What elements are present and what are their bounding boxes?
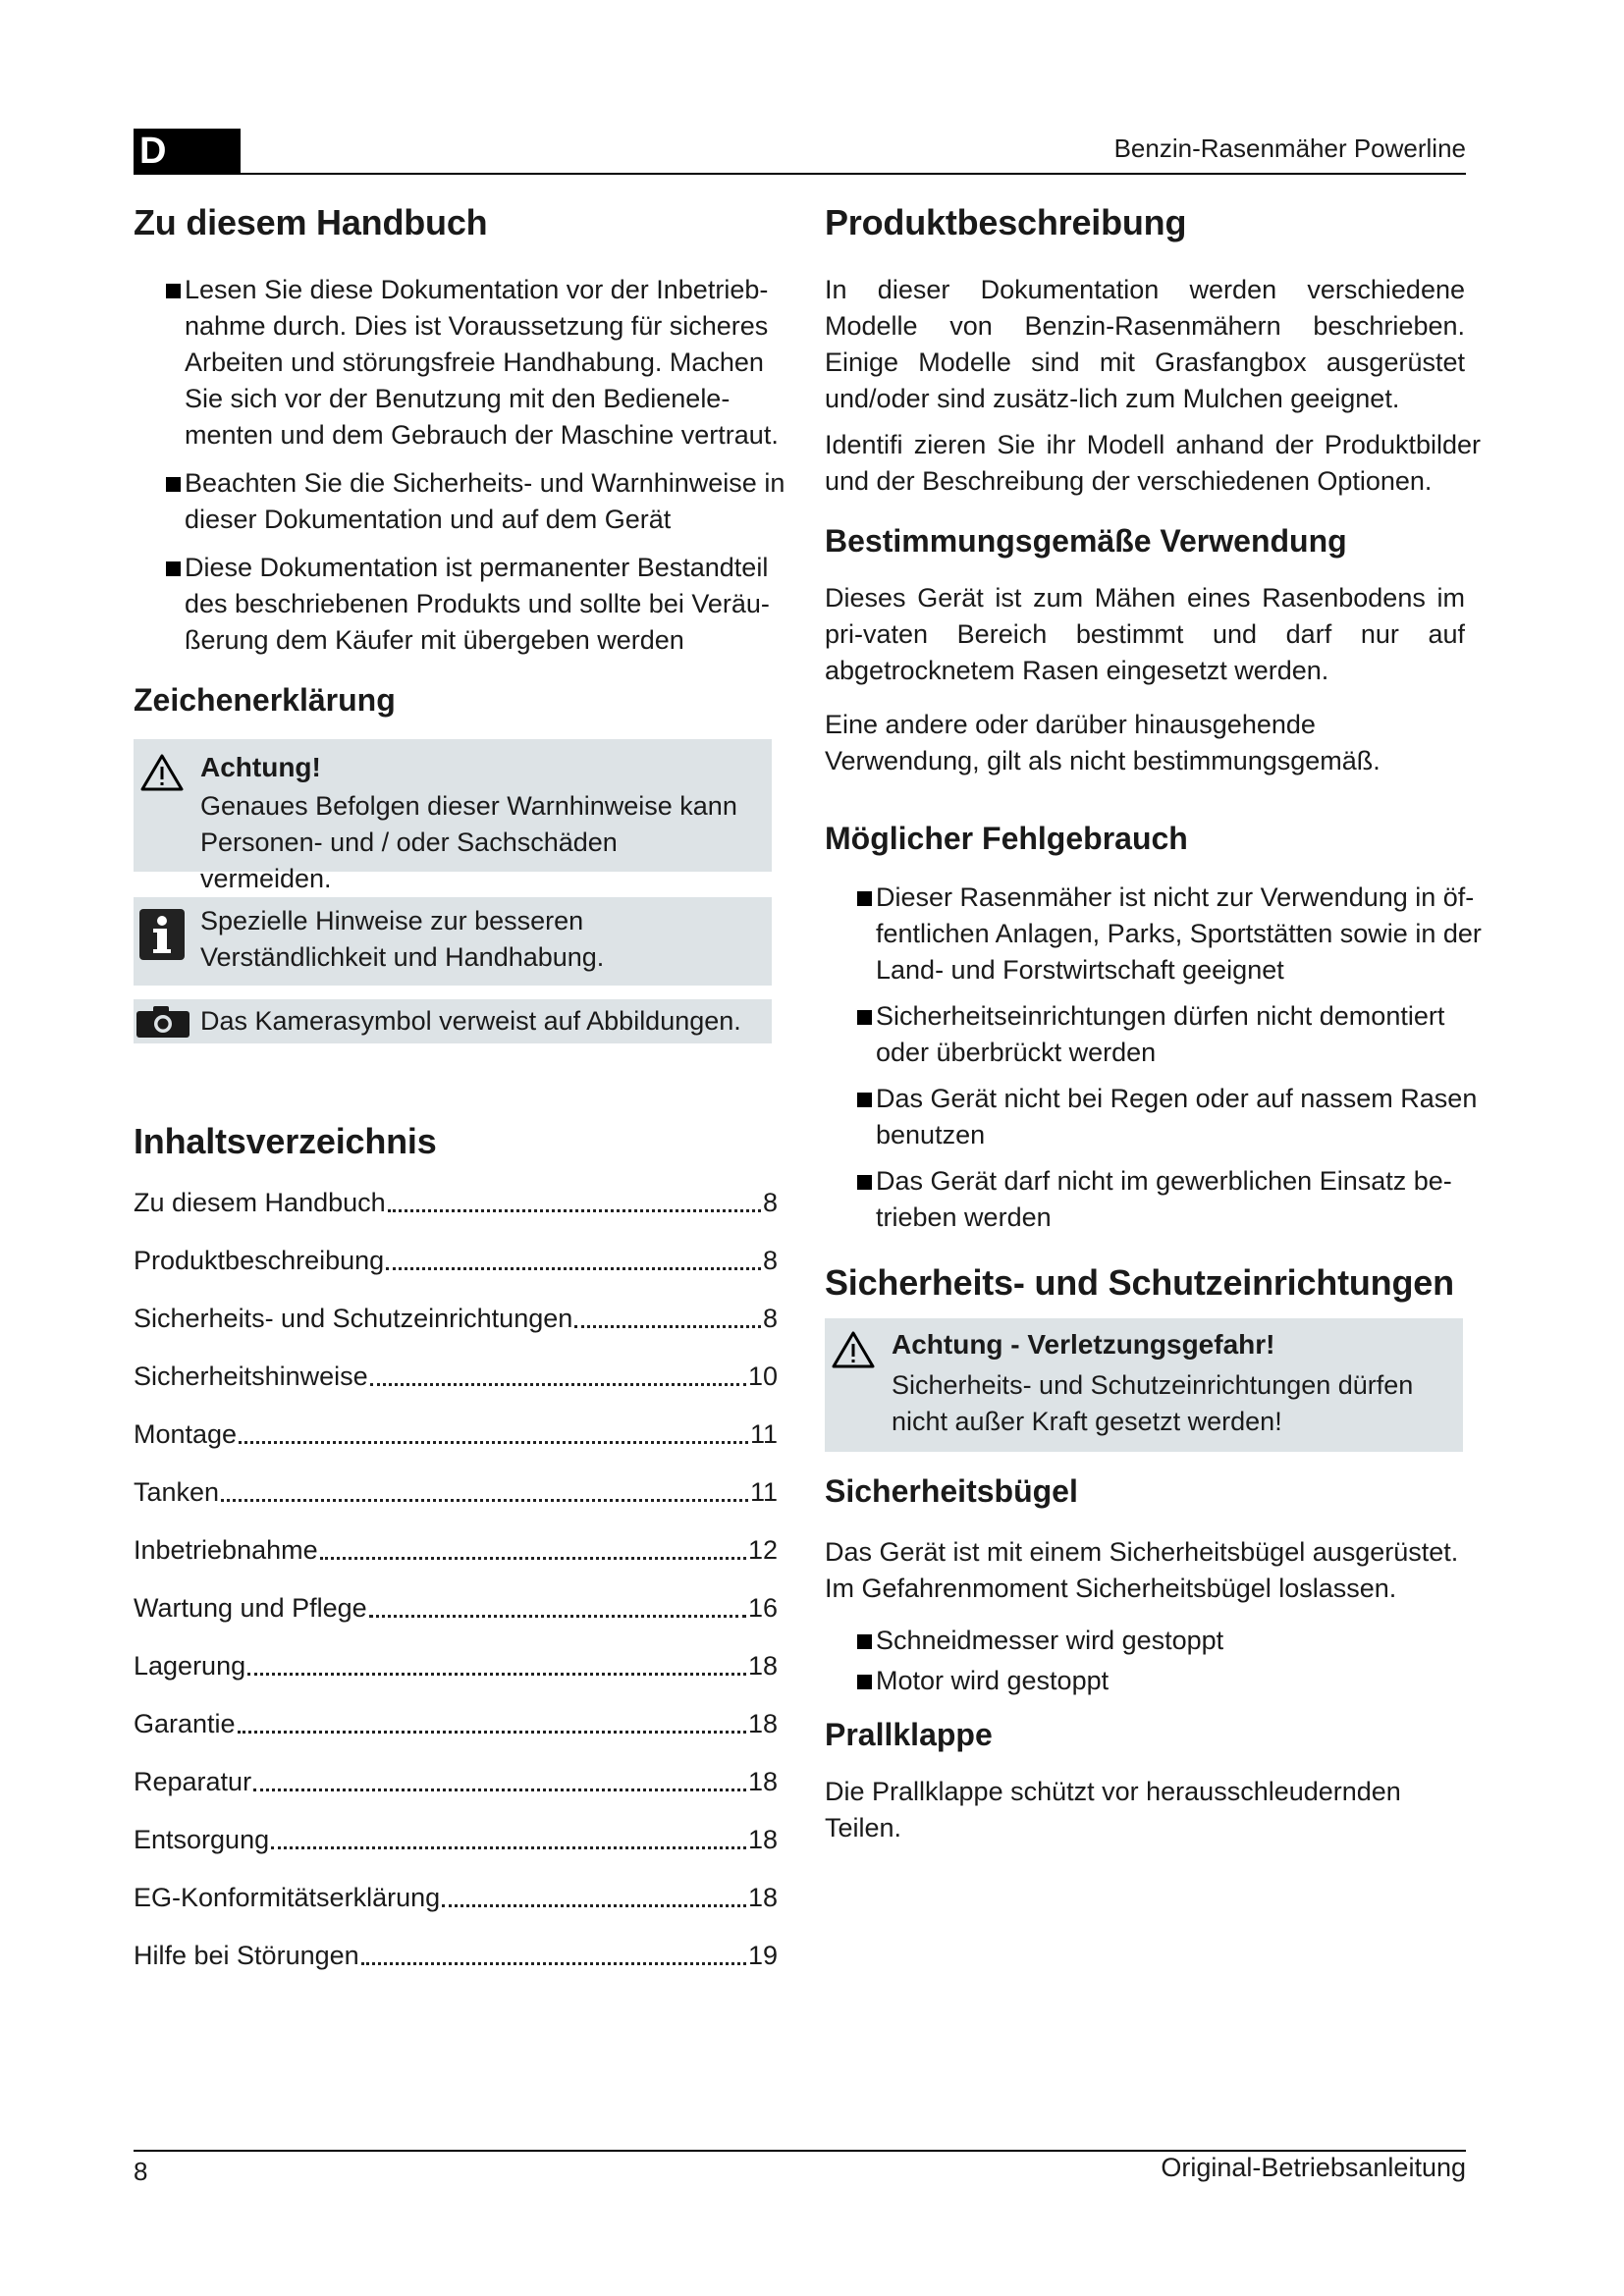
deflector-heading: Prallklappe: [825, 1717, 993, 1752]
safety-devices-heading: Sicherheits- und Schutzeinrichtungen: [825, 1262, 1454, 1303]
warning-title: Achtung!: [200, 752, 321, 782]
toc-entry: [134, 1880, 778, 1915]
toc-entry-label: Hilfe bei Störungen: [134, 1941, 359, 1970]
list-item: Sicherheitseinrichtungen dürfen nicht demontiert oder überbrückt werden: [825, 998, 1485, 1071]
camera-icon: [135, 1005, 190, 1039]
toc-entry-label: Entsorgung: [134, 1825, 270, 1854]
toc-entry-label: EG-Konformitätserklärung: [134, 1883, 441, 1912]
toc-entry-label: Inbetriebnahme: [134, 1535, 318, 1565]
list-item: Das Gerät darf nicht im gewerblichen Einsatz be-trieben werden: [825, 1163, 1485, 1236]
product-heading: Produktbeschreibung: [825, 202, 1187, 242]
info-notice: [134, 897, 772, 986]
toc-entry-page: 18: [747, 1883, 778, 1912]
toc-leader-dots: [574, 1325, 761, 1328]
deflector-para: Die Prallklappe schützt vor herausschleudernden Teilen.: [825, 1777, 1401, 1842]
toc-entry: [134, 1474, 778, 1510]
header-title: Benzin-Rasenmäher Powerline: [1113, 133, 1466, 163]
legend-heading: Zeichenerklärung: [134, 682, 396, 718]
toc-leader-dots: [238, 1731, 746, 1734]
right-column: [825, 196, 1483, 1846]
toc-entry-page: 11: [749, 1477, 778, 1507]
safety-bar-bullet-list: [825, 1623, 1483, 1699]
warning-notice: [134, 739, 772, 893]
toc-entry-page: 10: [747, 1362, 778, 1391]
toc-entry: [134, 1648, 778, 1683]
toc-leader-dots: [386, 1267, 761, 1270]
footer-text: Original-Betriebsanleitung: [1161, 2153, 1466, 2182]
list-item: Dieser Rasenmäher ist nicht zur Verwendung in öf-fentlichen Anlagen, Parks, Sportstätten sowie in der Land- und Forstwirtschaft geeignet: [825, 880, 1485, 988]
square-bullet-icon: [857, 1175, 872, 1190]
product-para-2: Identifi zieren Sie ihr Modell anhand der Produktbilder und der Beschreibung der verschiedenen Optionen.: [825, 430, 1481, 496]
toc-entry-label: Sicherheits- und Schutzeinrichtungen: [134, 1304, 573, 1333]
toc-entry: [134, 1764, 778, 1799]
toc-entry: [134, 1416, 778, 1452]
toc-entry-label: Reparatur: [134, 1767, 252, 1796]
square-bullet-icon: [166, 561, 181, 576]
about-heading: Zu diesem Handbuch: [134, 202, 488, 242]
toc-leader-dots: [253, 1789, 746, 1791]
injury-warning-text: Sicherheits- und Schutzeinrichtungen dürfen nicht außer Kraft gesetzt werden!: [892, 1370, 1414, 1436]
language-marker: D: [134, 129, 241, 174]
square-bullet-icon: [857, 1093, 872, 1107]
toc-entry-label: Tanken: [134, 1477, 220, 1507]
misuse-heading: Möglicher Fehlgebrauch: [825, 821, 1188, 856]
toc-entry-page: 18: [747, 1767, 778, 1796]
square-bullet-icon: [857, 1634, 872, 1649]
injury-warning-title: Achtung - Verletzungsgefahr!: [892, 1329, 1275, 1360]
intended-use-para-1: Dieses Gerät ist zum Mähen eines Rasenbodens im pri-vaten Bereich bestimmt und darf nur auf abgetrocknetem Rasen eingesetzt werden.: [825, 583, 1465, 685]
info-icon: [137, 907, 187, 962]
warning-triangle-icon: [139, 753, 185, 792]
toc-entry: [134, 1185, 778, 1220]
about-bullet-list: [134, 272, 797, 659]
toc-entry-label: Garantie: [134, 1709, 236, 1738]
toc-entry: [134, 1243, 778, 1278]
toc-entry-label: Produktbeschreibung: [134, 1246, 385, 1275]
warning-triangle-icon: [831, 1330, 876, 1369]
camera-text: Das Kamerasymbol verweist auf Abbildungen.: [200, 1006, 741, 1036]
page-number: 8: [134, 2157, 148, 2186]
safety-bar-heading: Sicherheitsbügel: [825, 1473, 1078, 1509]
warning-text: Genaues Befolgen dieser Warnhinweise kann Personen- und / oder Sachschäden vermeiden.: [200, 791, 737, 893]
footer-rule: [134, 2150, 1466, 2152]
misuse-bullet-list: [825, 880, 1485, 1236]
toc-heading: Inhaltsverzeichnis: [134, 1121, 437, 1161]
toc-entry-label: Lagerung: [134, 1651, 246, 1681]
toc-entry: [134, 1532, 778, 1568]
toc-entry-page: 18: [747, 1651, 778, 1681]
list-item: Beachten Sie die Sicherheits- und Warnhinweise in dieser Dokumentation und auf dem Gerät: [134, 465, 797, 538]
toc-entry: [134, 1301, 778, 1336]
list-item: Schneidmesser wird gestoppt: [825, 1623, 1483, 1659]
toc-entry-page: 16: [747, 1593, 778, 1623]
product-para-1: In dieser Dokumentation werden verschiedene Modelle von Benzin-Rasenmähern beschrieben. Einige Modelle sind mit Grasfangbox ausgerüstet und/oder sind zusätz-lich zum Mulchen geeignet.: [825, 275, 1465, 413]
square-bullet-icon: [857, 1010, 872, 1025]
toc-entry-page: 8: [762, 1304, 778, 1333]
intended-use-heading: Bestimmungsgemäße Verwendung: [825, 523, 1347, 559]
toc-entry-page: 18: [747, 1825, 778, 1854]
toc-leader-dots: [388, 1209, 761, 1212]
toc-leader-dots: [247, 1673, 746, 1676]
square-bullet-icon: [166, 477, 181, 492]
toc-entry-page: 18: [747, 1709, 778, 1738]
header-rule: [134, 173, 1466, 175]
toc-leader-dots: [320, 1557, 746, 1560]
toc-entry-page: 11: [749, 1419, 778, 1449]
list-item: Motor wird gestoppt: [825, 1663, 1483, 1699]
toc-leader-dots: [442, 1904, 746, 1907]
square-bullet-icon: [166, 284, 181, 298]
toc-entry: [134, 1822, 778, 1857]
left-column: [134, 196, 797, 1973]
toc-entry: [134, 1359, 778, 1394]
toc-entry: [134, 1938, 778, 1973]
list-item: Lesen Sie diese Dokumentation vor der Inbetrieb-nahme durch. Dies ist Voraussetzung für sicheres Arbeiten und störungsfreie Handhabung. Machen Sie sich vor der Benutzung mit den Bedienele-menten und dem Gebrauch der Maschine vertraut.: [134, 272, 797, 454]
camera-notice: [134, 999, 772, 1043]
toc-entry-page: 8: [762, 1188, 778, 1217]
toc-entry-page: 19: [747, 1941, 778, 1970]
list-item: Diese Dokumentation ist permanenter Bestandteil des beschriebenen Produkts und sollte bei Veräu-ßerung dem Käufer mit übergeben werden: [134, 550, 797, 659]
safety-bar-para: Das Gerät ist mit einem Sicherheitsbügel ausgerüstet. Im Gefahrenmoment Sicherheitsbügel loslassen.: [825, 1537, 1459, 1603]
toc-entry: [134, 1706, 778, 1741]
toc-entry: [134, 1590, 778, 1626]
toc-entry-label: Sicherheitshinweise: [134, 1362, 368, 1391]
toc-leader-dots: [361, 1962, 746, 1965]
toc-leader-dots: [239, 1441, 748, 1444]
toc-leader-dots: [221, 1499, 748, 1502]
toc-entry-page: 8: [762, 1246, 778, 1275]
square-bullet-icon: [857, 891, 872, 906]
toc-leader-dots: [370, 1383, 746, 1386]
intended-use-para-2: Eine andere oder darüber hinausgehende Verwendung, gilt als nicht bestimmungsgemäß.: [825, 710, 1380, 775]
toc-leader-dots: [271, 1846, 746, 1849]
toc-entry-page: 12: [747, 1535, 778, 1565]
toc-entry-label: Wartung und Pflege: [134, 1593, 367, 1623]
square-bullet-icon: [857, 1675, 872, 1689]
info-text: Spezielle Hinweise zur besseren Verständlichkeit und Handhabung.: [200, 906, 605, 972]
list-item: Das Gerät nicht bei Regen oder auf nassem Rasen benutzen: [825, 1081, 1485, 1153]
toc-leader-dots: [369, 1615, 746, 1618]
toc-entry-label: Montage: [134, 1419, 238, 1449]
injury-warning-notice: [825, 1318, 1463, 1452]
toc-list: [134, 1185, 797, 1973]
toc-entry-label: Zu diesem Handbuch: [134, 1188, 386, 1217]
